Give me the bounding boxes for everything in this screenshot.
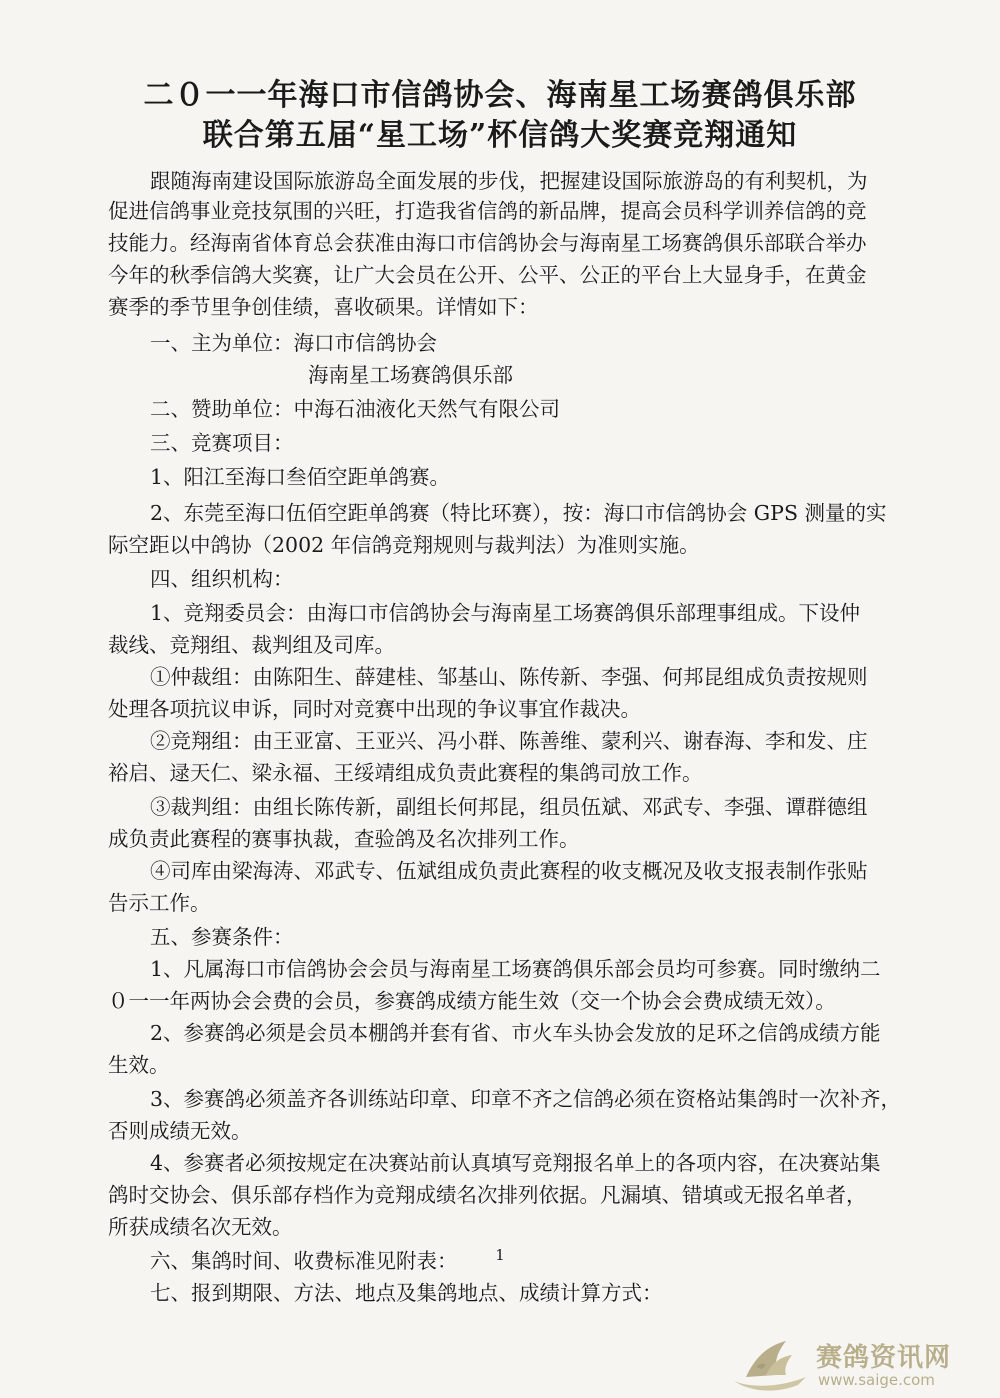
- body-line: 生效。: [108, 1053, 170, 1077]
- body-line: 鸽时交协会、俱乐部存档作为竞翔成绩名次排列依据。凡漏填、错填或无报名单者，: [108, 1183, 867, 1207]
- watermark-url: www.saige.com: [818, 1371, 935, 1389]
- body-line: ③裁判组：由组长陈传新，副组长何邦昆，组员伍斌、邓武专、李强、谭群德组: [150, 795, 868, 819]
- body-line: ②竞翔组：由王亚富、王亚兴、冯小群、陈善维、蒙利兴、谢春海、李和发、庄: [150, 729, 868, 753]
- body-line: 裕启、逯天仁、梁永福、王绥靖组成负责此赛程的集鸽司放工作。: [108, 761, 703, 785]
- body-line: 七、报到期限、方法、地点及集鸽地点、成绩计算方式：: [150, 1281, 663, 1305]
- body-line: 裁线、竞翔组、裁判组及司库。: [108, 633, 395, 657]
- body-line: 海南星工场赛鸽俱乐部: [308, 363, 513, 387]
- body-line: 今年的秋季信鸽大奖赛，让广大会员在公开、公平、公正的平台上大显身手，在黄金: [108, 263, 867, 287]
- watermark: [726, 1337, 996, 1395]
- body-line: 1、竞翔委员会：由海口市信鸽协会与海南星工场赛鸽俱乐部理事组成。下设仲: [150, 601, 861, 625]
- body-line: 所获成绩名次无效。: [108, 1215, 293, 1239]
- body-line: 三、竞赛项目：: [150, 431, 294, 455]
- body-line: ④司库由梁海涛、邓武专、伍斌组成负责此赛程的收支概况及收支报表制作张贴: [150, 859, 868, 883]
- watermark-name: 赛鸽资讯网: [816, 1343, 952, 1373]
- body-line: 成负责此赛程的赛事执裁，查验鸽及名次排列工作。: [108, 827, 580, 851]
- pigeon-logo-icon: [726, 1337, 812, 1395]
- body-line: ①仲裁组：由陈阳生、薛建桂、邹基山、陈传新、李强、何邦昆组成负责按规则: [150, 665, 868, 689]
- body-line: 五、参赛条件：: [150, 925, 294, 949]
- body-line: 1、凡属海口市信鸽协会会员与海南星工场赛鸽俱乐部会员均可参赛。同时缴纳二: [150, 957, 881, 981]
- body-line: 六、集鸽时间、收费标准见附表：: [150, 1249, 458, 1273]
- page-number: 1: [495, 1246, 505, 1264]
- body-line: 二、赞助单位：中海石油液化天然气有限公司: [150, 397, 560, 421]
- body-line: 告示工作。: [108, 891, 211, 915]
- body-line: 2、参赛鸽必须是会员本棚鸽并套有省、市火车头协会发放的足环之信鸽成绩方能: [150, 1021, 881, 1045]
- body-line: 3、参赛鸽必须盖齐各训练站印章、印章不齐之信鸽必须在资格站集鸽时一次补齐，: [150, 1087, 902, 1111]
- body-line: 处理各项抗议申诉，同时对竞赛中出现的争议事宜作裁决。: [108, 697, 641, 721]
- body-line: 一、主为单位：海口市信鸽协会: [150, 331, 437, 355]
- body-line: 际空距以中鸽协（2002 年信鸽竞翔规则与裁判法）为准则实施。: [108, 533, 700, 557]
- body-line: 四、组织机构：: [150, 567, 294, 591]
- body-line: 技能力。经海南省体育总会获准由海口市信鸽协会与海南星工场赛鸽俱乐部联合举办: [108, 231, 867, 255]
- body-line: 1、阳江至海口叁佰空距单鸽赛。: [150, 465, 451, 489]
- body-line: 赛季的季节里争创佳绩，喜收硕果。详情如下：: [108, 295, 539, 319]
- body-line: 跟随海南建设国际旅游岛全面发展的步伐，把握建设国际旅游岛的有利契机，为: [150, 169, 868, 193]
- document-title-line-2: 联合第五届“星工场”杯信鸽大奖赛竞翔通知: [202, 118, 798, 153]
- body-line: 2、东莞至海口伍佰空距单鸽赛（特比环赛），按：海口市信鸽协会 GPS 测量的实: [150, 501, 887, 525]
- document-title-line-1: 二０一一年海口市信鸽协会、海南星工场赛鸽俱乐部: [143, 78, 857, 113]
- body-line: ０一一年两协会会费的会员，参赛鸽成绩方能生效（交一个协会会费成绩无效）。: [108, 989, 836, 1013]
- body-line: 4、参赛者必须按规定在决赛站前认真填写竞翔报名单上的各项内容，在决赛站集: [150, 1151, 881, 1175]
- body-line: 促进信鸽事业竞技氛围的兴旺，打造我省信鸽的新品牌，提高会员科学训养信鸽的竞: [108, 199, 867, 223]
- body-line: 否则成绩无效。: [108, 1119, 252, 1143]
